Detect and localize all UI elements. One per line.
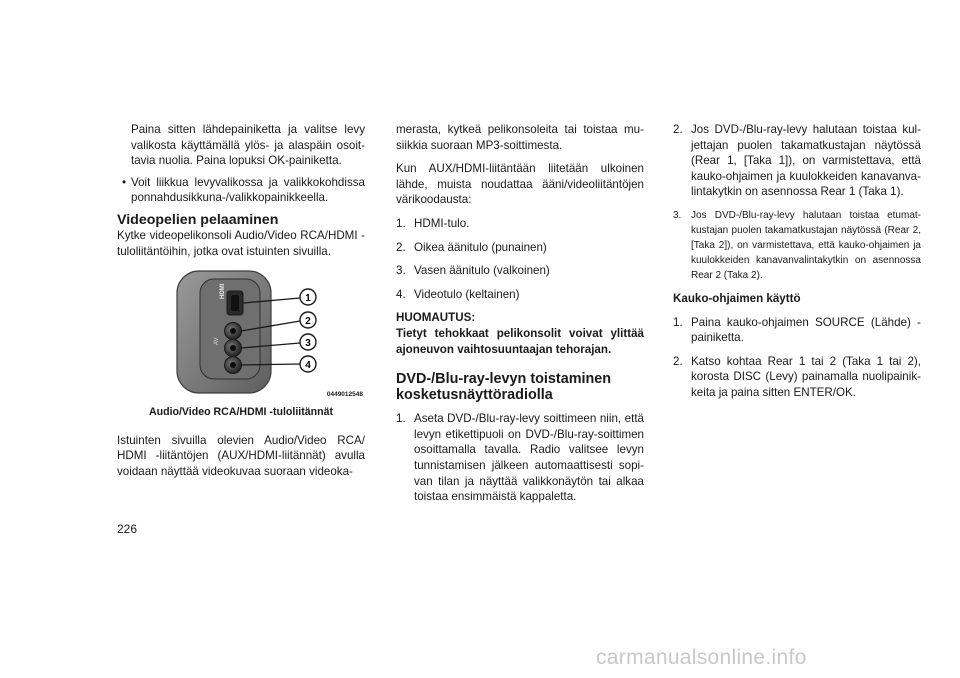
- callout-4: [300, 356, 316, 372]
- step-text: Jos DVD-/Blu-ray-levy halutaan toistaa kul-jettajan puolen takamatkustajan näytössä (Rear 1, [Taka 1]), on varmistettava, että kauko-ohjaimen ja kuulokkeiden kanavanva-lintakytkin on asennossa Rear 1 (Taka 1).: [691, 123, 921, 199]
- list-text: HDMI-tulo.: [414, 216, 470, 230]
- intro-paragraph: Paina sitten lähdepainiketta ja valitse levy valikosta käyttämällä ylös- ja alaspäin osoit-tavia nuolia. Paina lopuksi OK-painiketta.: [131, 123, 365, 168]
- step-item: [673, 208, 921, 283]
- av-panel-illustration: [117, 265, 365, 405]
- rca-jack-hole: [230, 345, 236, 351]
- note-text: Tietyt tehokkaat pelikonsolit voivat ylittää ajoneuvon vaihtosuuntaajan tehorajan.: [396, 326, 644, 356]
- list-item: [396, 216, 644, 232]
- svg-text:2: 2: [305, 316, 311, 328]
- rca-jack-hole: [230, 362, 236, 368]
- step-number: 2.: [673, 123, 683, 136]
- svg-text:1: 1: [305, 293, 311, 305]
- step-text: Jos DVD-/Blu-ray-levy halutaan toistaa etumat-kustajan puolen takamatkustajan näytössä (Rear 2, [Taka 2]), on varmistettava, että kauko-ohjaimen ja kuulokkeiden kanavanvalintakytkin on asennossa Rear 2 (Taka 2).: [691, 209, 921, 281]
- callout-2: [300, 312, 316, 328]
- callout-1: [300, 289, 316, 305]
- continued-paragraph: merasta, kytkeä pelikonsoleita tai toistaa mu-siikkia suoraan MP3-soittimesta.: [396, 123, 644, 152]
- figure-code: 0449012548: [326, 391, 363, 399]
- step-number: 3.: [673, 209, 682, 221]
- list-number: 3.: [396, 264, 406, 278]
- column-right: [673, 122, 921, 401]
- video-games-paragraph: Kytke videopelikonsoli Audio/Video RCA/HDMI -tuloliitäntöihin, jotka ovat istuinten sivuilla.: [117, 228, 365, 258]
- hdmi-label: HDMI: [220, 283, 226, 300]
- rca-jack-hole: [230, 328, 236, 334]
- note-title: HUOMAUTUS:: [396, 311, 476, 325]
- bullet-dot-icon: •: [121, 175, 127, 189]
- step-number: 1.: [396, 412, 406, 426]
- list-item: [396, 263, 644, 279]
- list-text: Vasen äänitulo (valkoinen): [414, 264, 550, 278]
- bullet-item: [117, 175, 365, 206]
- list-item: [396, 287, 644, 303]
- page-number: 226: [117, 522, 138, 536]
- list-text: Katso kohtaa Rear 1 tai 2 (Taka 1 tai 2), korosta DISC (Levy) painamalla nuolipainik-keita ja paina sitten ENTER/OK.: [691, 354, 921, 399]
- svg-text:3: 3: [305, 338, 311, 350]
- hdmi-port-slot: [231, 295, 239, 311]
- av-input-figure: [117, 265, 365, 405]
- footer-watermark-link[interactable]: carmanualsonline.info: [596, 646, 807, 669]
- callout-3: [300, 334, 316, 350]
- list-item: [673, 354, 921, 401]
- list-item: [673, 315, 921, 346]
- column-middle: [396, 122, 644, 505]
- figure-caption: Audio/Video RCA/HDMI -tuloliitännät: [148, 406, 333, 419]
- section-heading-remote: Kauko-ohjaimen käyttö: [673, 291, 801, 305]
- svg-text:4: 4: [305, 360, 311, 372]
- step-item: [396, 411, 644, 505]
- step-text: Aseta DVD-/Blu-ray-levy soittimeen niin, että levyn etikettipuoli on DVD-/Blu-ray-soittimen osoittamalla tavalla. Radio valitsee levyn tunnistamisen jälkeen automaattisesti sopi-van tilan ja näyttää valikkonäytön tai alkaa toistaa ensimmäistä kappaletta.: [414, 412, 644, 504]
- list-number: 4.: [396, 287, 406, 301]
- section-heading-dvd: DVD-/Blu-ray-levyn toistaminen kosketusnäyttöradiolla: [396, 371, 612, 404]
- list-number: 2.: [673, 354, 683, 368]
- bullet-text: Voit liikkua levyvalikossa ja valikkokohdissa ponnahdusikkuna-/valikkopainikkeella.: [131, 175, 365, 205]
- list-number: 2.: [396, 240, 406, 254]
- list-text: Oikea äänitulo (punainen): [414, 240, 547, 254]
- av-description-paragraph: Istuinten sivuilla olevien Audio/Video RCA/ HDMI -liitäntöjen (AUX/HDMI-liitännät) avulla voidaan näyttää videokuvaa suoraan videoka-: [117, 433, 365, 478]
- list-text: Paina kauko-ohjaimen SOURCE (Lähde) -painiketta.: [691, 315, 921, 345]
- step-item: [673, 122, 921, 200]
- list-item: [396, 240, 644, 256]
- column-left: [117, 122, 365, 480]
- list-text: Videotulo (keltainen): [414, 287, 520, 301]
- section-heading-video-games: Videopelien pelaaminen: [117, 211, 279, 228]
- color-coding-paragraph: Kun AUX/HDMI-liitäntään liitetään ulkoinen lähde, muista noudattaa ääni/videoliitäntöjen värikoodausta:: [396, 162, 644, 207]
- av-label: AV: [214, 337, 220, 346]
- list-number: 1.: [396, 216, 406, 230]
- list-number: 1.: [673, 315, 683, 329]
